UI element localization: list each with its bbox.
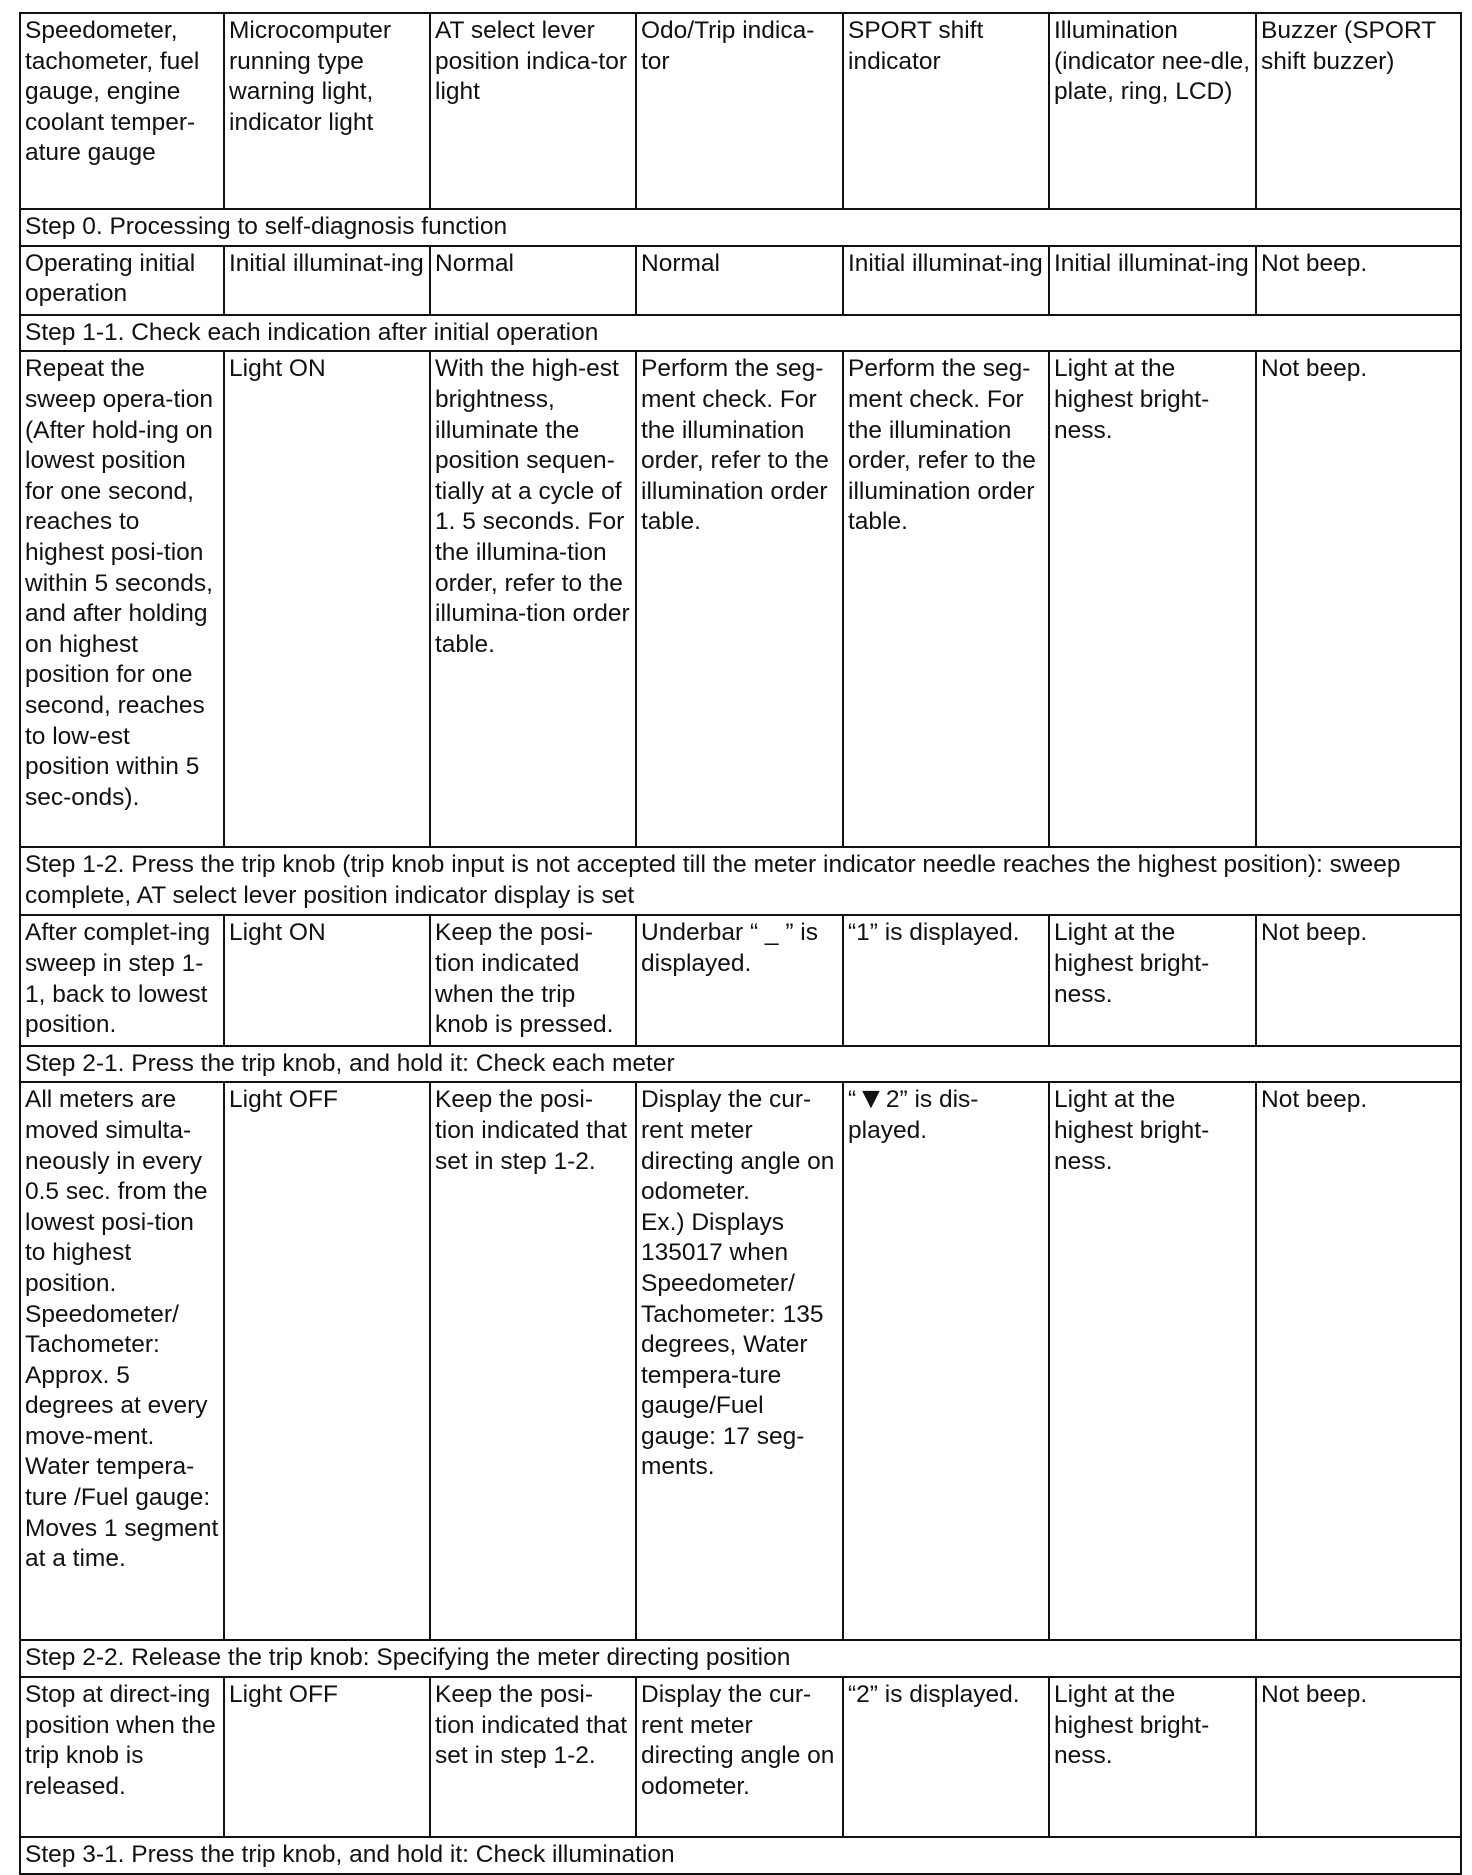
table-cell: Normal (430, 246, 636, 315)
table-cell: “2” is displayed. (843, 1677, 1049, 1837)
step-heading-row (20, 1837, 1461, 1874)
table-cell: Perform the seg-ment check. For the illumination order, refer to the illumination order table. (636, 351, 843, 847)
step-heading-row (20, 315, 1461, 352)
table-cell: Light ON (224, 915, 430, 1045)
step-2-1-row (20, 1082, 1461, 1640)
step-1-2-title: Step 1-2. Press the trip knob (trip knob input is not accepted till the meter indicator needle reaches the highest position): sweep complete, AT select lever position indicator display is set (20, 847, 1461, 915)
table-cell: Underbar “ _ ” is displayed. (636, 915, 843, 1045)
step-1-1-row (20, 351, 1461, 847)
table-cell: Display the cur-rent meter directing angle on odometer. (636, 1677, 843, 1837)
step-heading-row (20, 1046, 1461, 1083)
cell-paragraph: Water tempera-ture /Fuel gauge: Moves 1 segment at a time. (25, 1453, 219, 1573)
step-heading-row (20, 1640, 1461, 1677)
table-cell: Light at the highest bright-ness. (1049, 915, 1256, 1045)
step-1-1-title: Step 1-1. Check each indication after initial operation (20, 315, 1461, 352)
table-cell: Operating initial operation (20, 246, 224, 315)
header-cell: Buzzer (SPORT shift buzzer) (1256, 13, 1461, 209)
header-cell: Odo/Trip indica-tor (636, 13, 843, 209)
step-0-title: Step 0. Processing to self-diagnosis function (20, 209, 1461, 246)
table-cell: Keep the posi-tion indicated that set in step 1-2. (430, 1677, 636, 1837)
table-cell: Not beep. (1256, 351, 1461, 847)
cell-paragraph: Ex.) Displays 135017 when Speedometer/ Tachometer: 135 degrees, Water tempera-ture gauge/Fuel gauge: 17 seg-ments. (641, 1208, 824, 1481)
table-cell: Initial illuminat-ing (843, 246, 1049, 315)
step-2-1-title: Step 2-1. Press the trip knob, and hold it: Check each meter (20, 1046, 1461, 1083)
step-0-row (20, 246, 1461, 315)
header-cell: Microcomputer running type warning light, indicator light (224, 13, 430, 209)
table-cell: Light at the highest bright-ness. (1049, 1677, 1256, 1837)
step-3-1-title: Step 3-1. Press the trip knob, and hold it: Check illumination (20, 1837, 1461, 1874)
step-1-2-row (20, 915, 1461, 1045)
table-cell: “1” is displayed. (843, 915, 1049, 1045)
table-cell: Stop at direct-ing position when the trip knob is released. (20, 1677, 224, 1837)
table-cell: Not beep. (1256, 915, 1461, 1045)
table-cell: Not beep. (1256, 1677, 1461, 1837)
table-cell (843, 1082, 1049, 1640)
header-cell: AT select lever position indica-tor light (430, 13, 636, 209)
cell-text: 2” is dis-played. (848, 1086, 979, 1144)
table-cell: With the high-est brightness, illuminate the position sequen-tially at a cycle of 1. 5 seconds. For the illumina-tion order, refer to the illumina-tion order table. (430, 351, 636, 847)
cell-paragraph: All meters are moved simulta-neously in every 0.5 sec. from the lowest posi-tion to highest position. (25, 1086, 208, 1297)
table-cell: Not beep. (1256, 246, 1461, 315)
table-cell: Repeat the sweep opera-tion (After hold-ing on lowest position for one second, reaches to highest posi-tion within 5 seconds, and after holding on highest position for one second, reaches to low-est position within 5 sec-onds). (20, 351, 224, 847)
header-cell: Illumination (indicator nee-dle, plate, ring, LCD) (1049, 13, 1256, 209)
step-2-2-row (20, 1677, 1461, 1837)
table-cell: After complet-ing sweep in step 1-1, back to lowest position. (20, 915, 224, 1045)
table-cell: Initial illuminat-ing (224, 246, 430, 315)
cell-paragraph: Display the cur-rent meter directing angle on odometer. (641, 1086, 835, 1206)
step-heading-row (20, 847, 1461, 915)
header-cell: Speedometer, tachometer, fuel gauge, engine coolant temper-ature gauge (20, 13, 224, 209)
open-quote: “ (848, 1086, 857, 1114)
step-heading-row (20, 209, 1461, 246)
table-cell: Not beep. (1256, 1082, 1461, 1640)
cell-paragraph: Speedometer/ Tachometer: Approx. 5 degrees at every move-ment. (25, 1300, 208, 1450)
header-cell: SPORT shift indicator (843, 13, 1049, 209)
down-triangle-icon: ▼ (856, 1082, 886, 1116)
table-cell: Perform the seg-ment check. For the illumination order, refer to the illumination order table. (843, 351, 1049, 847)
header-row (20, 13, 1461, 209)
table-cell: Light at the highest bright-ness. (1049, 1082, 1256, 1640)
table-cell: Keep the posi-tion indicated that set in step 1-2. (430, 1082, 636, 1640)
table-cell: Normal (636, 246, 843, 315)
table-cell: Light OFF (224, 1677, 430, 1837)
table-cell: Keep the posi-tion indicated when the trip knob is pressed. (430, 915, 636, 1045)
table-cell (636, 1082, 843, 1640)
self-diagnosis-table (19, 12, 1462, 1875)
table-cell: Initial illuminat-ing (1049, 246, 1256, 315)
table-cell (20, 1082, 224, 1640)
step-2-2-title: Step 2-2. Release the trip knob: Specifying the meter directing position (20, 1640, 1461, 1677)
table-cell: Light OFF (224, 1082, 430, 1640)
table-cell: Light at the highest bright-ness. (1049, 351, 1256, 847)
table-cell: Light ON (224, 351, 430, 847)
